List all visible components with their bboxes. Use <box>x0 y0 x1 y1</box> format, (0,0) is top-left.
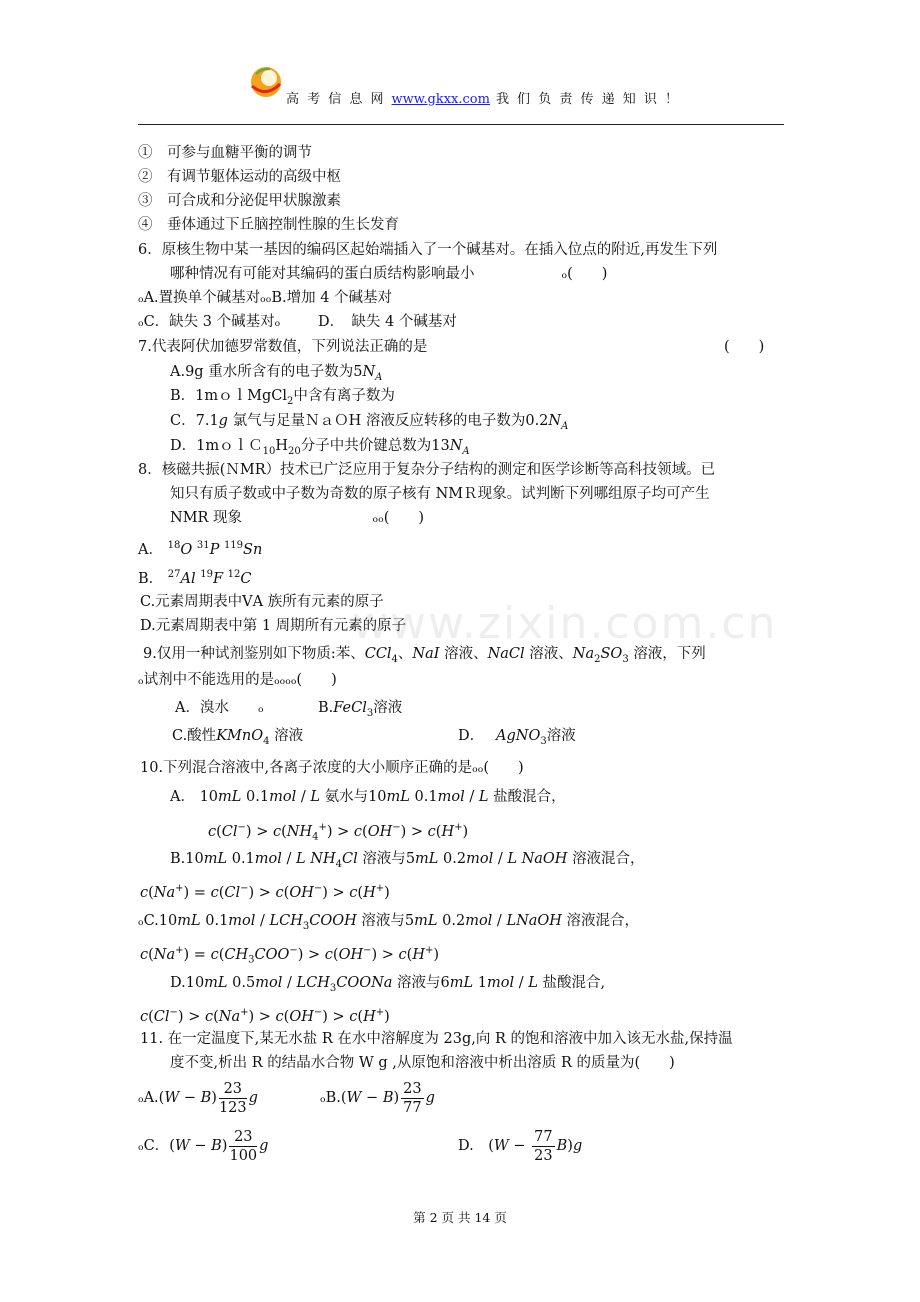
q10-option-a-formula: $c(Cl^-) > c(NH_4^+) > c(OH^-) > c(H^+)$ <box>208 822 469 843</box>
q9-option-c: C.酸性KMnO$_4$ 溶液 <box>172 728 304 747</box>
q6-option-c: ₒC．缺失 3 个碱基对ₒ <box>138 314 281 330</box>
q10-option-d: D.10mL $0.5mol / LCH_3COONa$ 溶液与6mL 1mol / L 盐酸混合, <box>170 975 606 994</box>
q10-option-c-formula: $c(Na^+) = c(CH_3COO^-) > c(OH^-) > c(H^+)$ <box>140 945 440 966</box>
q7-option-b: B．1mｏｌMgCl$_2$中含有离子数为 <box>170 388 395 407</box>
q11-option-c: ₒC．(W − B) $\frac{23}{100}$ g <box>138 1128 269 1164</box>
q10-option-b: B.10mL 0.1mol / L $NH_4Cl$ 溶液与5mL 0.2mol / L NaOH 溶液混合， <box>170 851 645 870</box>
q11-stem-2: 度不变,析出 R 的结晶水合物 W g ,从原饱和溶液中析出溶质 R 的质量为( ) <box>170 1055 675 1071</box>
item-3: ③ 可合成和分泌促甲状腺激素 <box>138 193 341 209</box>
q10-option-c: ₒC.10mL $0.1mol / LCH_3COOH$ 溶液与5mL 0.2mol / LNaOH 溶液混合， <box>138 913 640 932</box>
item-1: ① 可参与血糖平衡的调节 <box>138 145 312 161</box>
q6-options-ab: ₒA.置换单个碱基对ₒₒB.增加 4 个碱基对 <box>138 290 393 306</box>
q11-option-d: D. (W − $\frac{77}{23}$ B)g <box>458 1128 583 1164</box>
q8-stem-2: 知只有质子数或中子数为奇数的原子核有 NMＲ现象。试判断下列哪组原子均可产生 <box>170 486 710 502</box>
q8-stem: 8．核磁共振(ＮMR）技术已广泛应用于复杂分子结构的测定和医学诊断等高科技领域。已 <box>138 462 716 478</box>
q6-stem: 6．原核生物中某一基因的编码区起始端插入了一个碱基对。在插入位点的附近,再发生下列 <box>138 242 718 258</box>
q7-option-a: A.9g 重水所含有的电子数为$5N_A$ <box>170 364 383 383</box>
q11-option-b: ₒB.(W − B) $\frac{23}{77}$ g <box>320 1080 435 1116</box>
logo-icon <box>248 64 284 100</box>
q7-option-d: D．$1molC_{10}H_{20}$分子中共价键总数为$13N_A$ <box>170 438 470 457</box>
page-footer: 第 2 页 共 14 页 <box>413 1210 507 1225</box>
q7-option-c: C．7.1g 氯气与足量ＮａＯH 溶液反应转移的电子数为$0.2N_A$ <box>170 413 569 432</box>
q7-paren: ( ) <box>724 339 765 355</box>
q11-stem: 11. 在一定温度下,某无水盐 R 在水中溶解度为 23g,向 R 的饱和溶液中加入该无水盐,保持温 <box>140 1031 733 1047</box>
q9-option-d: D． AgNO$_3$溶液 <box>458 728 576 747</box>
q8-stem-3: NMR 现象 ₒₒ( ) <box>170 510 425 526</box>
site-link[interactable]: www.gkxx.com <box>391 92 490 107</box>
q10-stem: 10.下列混合溶液中,各离子浓度的大小顺序正确的是ₒₒ( ) <box>140 760 524 776</box>
q9-stem-2: ₒ试剂中不能选用的是ₒₒₒₒ( ) <box>138 672 337 688</box>
q10-option-b-formula: c(Na+) = c(Cl−) > c(OH−) > c(H+) <box>140 883 390 901</box>
q8-option-b: B． $^{27}$Al $^{19}$F $^{12}$C <box>138 569 252 587</box>
q6-option-d: D． 缺失 4 个碱基对 <box>318 314 457 330</box>
q9-stem: 9.仅用一种试剂鉴别如下物质:苯、CCl$_4$、NaI 溶液、NaCl 溶液、$Na_2SO_3$ 溶液，下列 <box>143 646 706 665</box>
watermark: www.zixin.com.cn <box>352 598 778 649</box>
q9-option-a: A．溴水 ₒ <box>175 700 264 716</box>
item-4: ④ 垂体通过下丘脑控制性腺的生长发育 <box>138 217 399 233</box>
q8-option-c: C.元素周期表中ⅤA 族所有元素的原子 <box>140 594 384 610</box>
q7-stem: 7.代表阿伏加德罗常数值，下列说法正确的是 <box>138 339 428 355</box>
q10-option-d-formula: c(Cl−) > c(Na+) > c(OH−) > c(H+) <box>140 1007 390 1025</box>
header-text: 高 考 信 息 网 www.gkxx.com 我 们 负 责 传 递 知 识 ！ <box>286 92 680 107</box>
page-header <box>138 62 784 125</box>
item-2: ② 有调节躯体运动的高级中枢 <box>138 169 341 185</box>
q9-option-b: B.FeCl$_3$溶液 <box>318 700 403 719</box>
q8-option-a: A． $^{18}$O $^{31}$P $^{119}$Sn <box>138 540 263 558</box>
q6-stem-2: 哪种情况有可能对其编码的蛋白质结构影响最小 ₒ( ) <box>170 266 608 282</box>
q10-option-a: A． 10mL 0.1mol / L 氨水与10mL 0.1mol / L 盐酸混合， <box>170 789 566 805</box>
q8-option-d: D.元素周期表中第 1 周期所有元素的原子 <box>140 618 407 634</box>
q11-option-a: ₒA.(W − B) $\frac{23}{123}$ g <box>138 1080 258 1116</box>
